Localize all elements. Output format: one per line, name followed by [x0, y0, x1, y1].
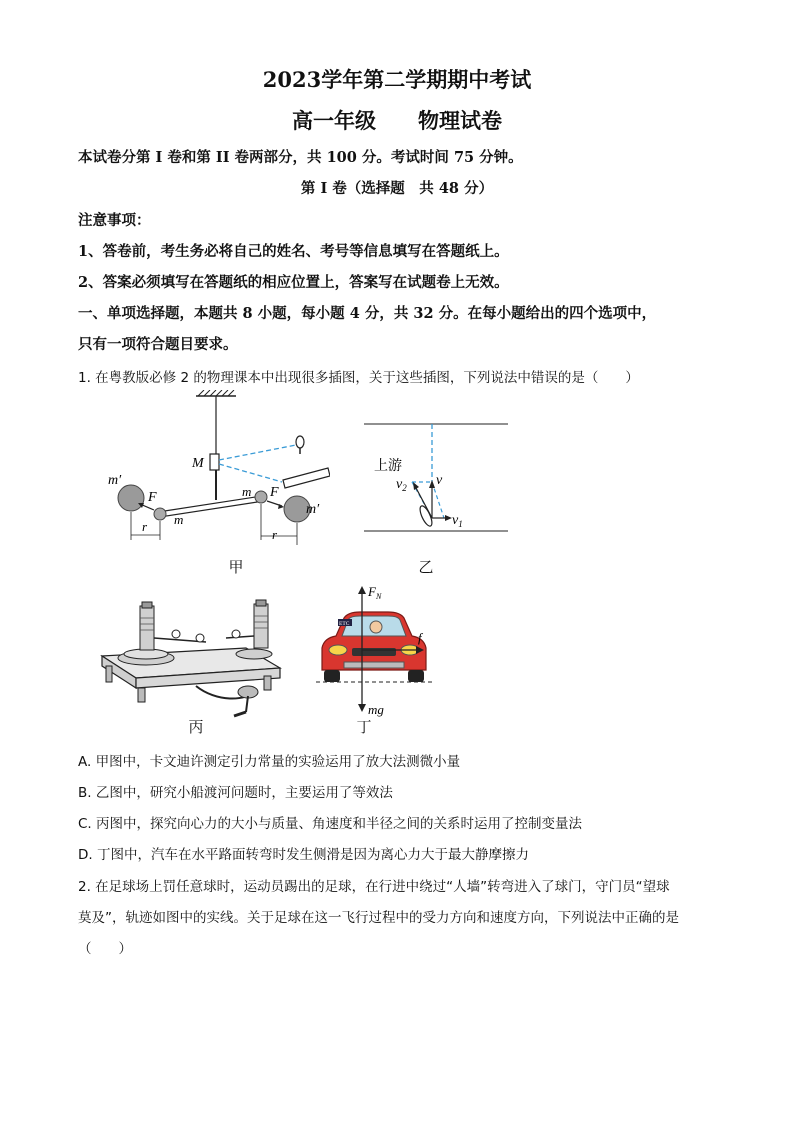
label-r-left: r — [142, 519, 148, 534]
exam-intro: 本试卷分第 I 卷和第 II 卷两部分，共 100 分。考试时间 75 分钟。 — [78, 149, 523, 166]
label-v: v — [436, 473, 443, 488]
label-v2-sub: 2 — [402, 483, 407, 493]
note-item-1: 1、答卷前，考生务必将自己的姓名、考号等信息填写在答题纸上。 — [78, 243, 509, 260]
etc-tag: ETC — [339, 621, 350, 627]
label-upstream: 上游 — [374, 459, 402, 474]
question-2-line-2: 莫及”，轨迹如图中的实线。关于足球在这一飞行过程中的受力方向和速度方向，下列说法中正确的是 — [78, 910, 679, 926]
question-2-line-3: （ ） — [78, 941, 132, 957]
label-m-prime-left: m′ — [108, 473, 122, 488]
label-m-prime-right: m′ — [306, 502, 320, 517]
figure-yi-caption: 乙 — [418, 558, 434, 576]
svg-text:v2 — [396, 477, 407, 493]
label-M: M — [192, 456, 204, 471]
part-one-heading: 一、单项选择题，本题共 8 小题，每小题 4 分，共 32 分。在每小题给出的四个选项中， — [78, 305, 657, 322]
svg-text:v1 — [452, 513, 463, 529]
question-1-stem: 1. 在粤教版必修 2 的物理课本中出现很多插图，关于这些插图，下列说法中错误的是（ ） — [78, 370, 639, 386]
label-r-right: r — [272, 527, 278, 542]
label-v1: v — [452, 513, 459, 528]
option-a: A. 甲图中，卡文迪许测定引力常量的实验运用了放大法测微小量 — [78, 754, 461, 770]
section-one-title: 第 I 卷（选择题 共 48 分） — [300, 180, 494, 197]
figure-jia-caption: 甲 — [228, 558, 244, 576]
label-m-left: m — [174, 512, 184, 527]
figure-ding-car-forces — [314, 584, 434, 720]
question-2-line-1: 2. 在足球场上罚任意球时，运动员踢出的足球，在行进中绕过“人墙”转弯进入了球门，守门员“望球 — [78, 879, 670, 895]
svg-text:FN — [367, 584, 382, 601]
label-FN-sub: N — [375, 592, 382, 601]
label-v1-sub: 1 — [458, 519, 463, 529]
exam-title: 2023学年第二学期期中考试 — [262, 67, 532, 92]
figure-jia-torsion-balance — [100, 390, 330, 550]
option-b: B. 乙图中，研究小船渡河问题时，主要运用了等效法 — [78, 785, 393, 801]
label-F-left: F — [148, 490, 157, 505]
label-mg: mg — [368, 702, 384, 717]
part-one-heading-cont: 只有一项符合题目要求。 — [78, 336, 238, 353]
label-f: f — [418, 630, 422, 645]
exam-subtitle: 高一年级 物理试卷 — [292, 108, 502, 133]
figure-bing-caption: 丙 — [188, 718, 204, 736]
label-v2: v — [396, 477, 403, 492]
figure-bing-centripetal-apparatus — [96, 598, 286, 718]
option-c: C. 丙图中，探究向心力的大小与质量、角速度和半径之间的关系时运用了控制变量法 — [78, 816, 583, 832]
label-FN: F — [368, 584, 376, 599]
label-m-right: m — [242, 484, 252, 499]
note-item-2: 2、答案必须填写在答题纸的相应位置上，答案写在试题卷上无效。 — [78, 274, 509, 291]
notes-heading: 注意事项： — [78, 212, 151, 229]
figure-yi-river-crossing — [360, 418, 512, 538]
figure-ding-caption: 丁 — [356, 718, 372, 736]
label-F-right: F — [270, 485, 279, 500]
option-d: D. 丁图中，汽车在水平路面转弯时发生侧滑是因为离心力大于最大静摩擦力 — [78, 847, 529, 863]
